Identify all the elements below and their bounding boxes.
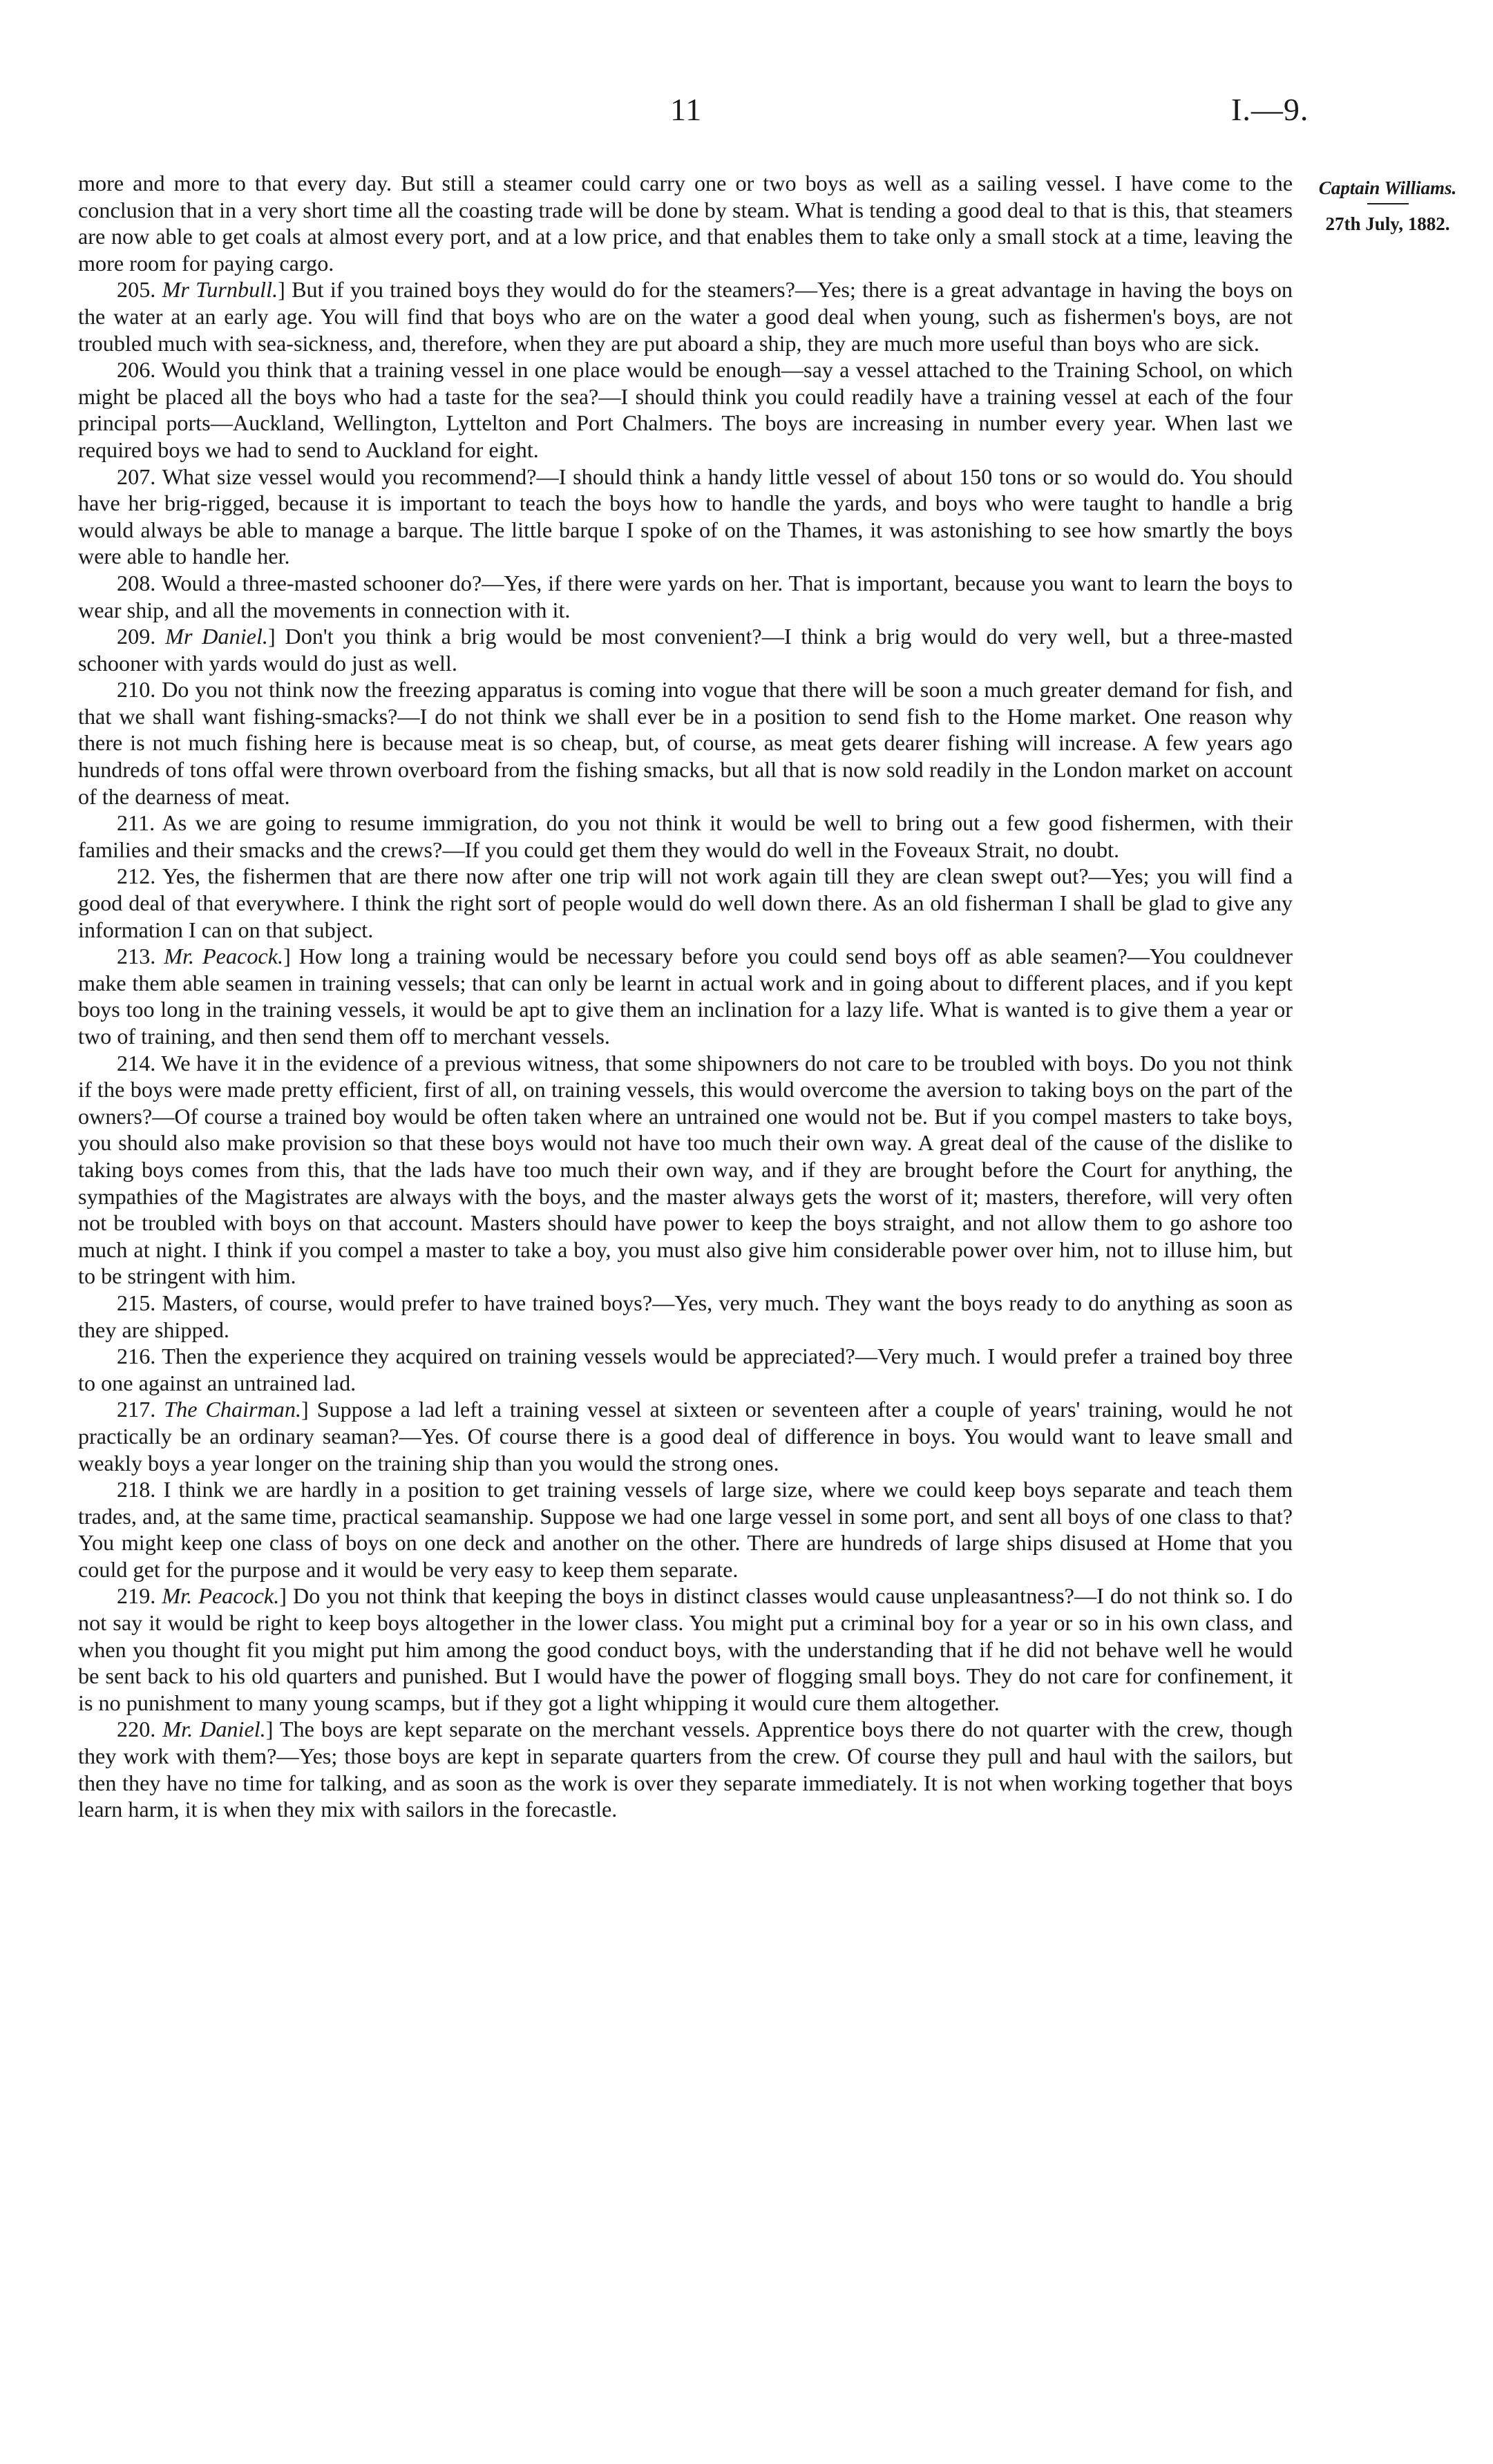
question-205 <box>78 276 1293 356</box>
question-number: 206. <box>117 357 156 383</box>
question-209 <box>78 623 1293 676</box>
paragraph-text: I think we are hardly in a position to get training vessels of large size, where we could keep boys separate and teach them trades, and, at the same time, practical seamanship. Suppose we had one large vessel in some port, and sent all boys of one class to that? You might keep one class of boys on one deck and another on the other. There are hundreds of large ships disused at Home that you could get for the purpose and it would be very easy to keep them separate. <box>78 1477 1293 1582</box>
speaker-name: Mr Daniel. <box>165 624 268 649</box>
question-number: 210. <box>117 677 156 703</box>
question-212 <box>78 863 1293 943</box>
question-210 <box>78 676 1293 810</box>
question-number: 205. <box>117 277 156 303</box>
speaker-name: Mr. Daniel. <box>162 1717 266 1742</box>
question-number: 211. <box>117 810 155 836</box>
paragraph-continuation <box>78 170 1293 276</box>
question-number: 216. <box>117 1344 156 1369</box>
question-214 <box>78 1050 1293 1290</box>
paragraph-text: As we are going to resume immigration, do you not think it would be well to bring out a few good fishermen, with their families and their smacks and the crews?—If you could get them they would do well in the Foveaux Strait, no doubt. <box>78 810 1293 862</box>
question-219 <box>78 1583 1293 1716</box>
question-220 <box>78 1716 1293 1822</box>
question-number: 218. <box>117 1477 156 1502</box>
paragraph-text: more and more to that every day. But still a steamer could carry one or two boys as well as a sailing vessel. I have come to the conclusion that in a very short time all the coasting trade will be done by steam. What is tending a good deal to that is this, that steamers are now able to get coals at almost every port, and at a low price, and that enables them to take only a small stock at a time, leaving the more room for paying cargo. <box>78 171 1293 276</box>
question-number: 220. <box>117 1717 156 1742</box>
question-number: 215. <box>117 1290 156 1315</box>
paragraph-text: Would a three-masted schooner do?—Yes, if there were yards on her. That is important, because you want to learn the boys to wear ship, and all the movements in connection with it. <box>78 570 1293 622</box>
question-213 <box>78 943 1293 1049</box>
question-number: 213. <box>117 944 156 969</box>
paper-reference: I.—9. <box>1231 92 1309 127</box>
question-number: 207. <box>117 464 156 489</box>
paragraph-text: ] But if you trained boys they would do for the steamers?—Yes; there is a great advantage in having the boys on the water at an early age. You will find that boys who are on the water a good deal when young, such as fishermen's boys, are not troubled much with sea-sickness, and, therefore, when they are put aboard a ship, they are much more useful than boys who are sick. <box>78 277 1293 356</box>
witness-name: Captain Williams. <box>1318 178 1457 198</box>
speaker-name: Mr Turnbull. <box>162 277 278 303</box>
paragraph-text: ] The boys are kept separate on the merchant vessels. Apprentice boys there do not quarter with the crew, though they work with them?—Yes; those boys are kept in separate quarters from the crew. Of course they pull and haul with the sailors, but then they have no time for talking, and as soon as the work is over they separate immediately. It is not when working together that boys learn harm, it is when they mix with sailors in the forecastle. <box>78 1717 1293 1822</box>
speaker-name: Mr. Peacock. <box>164 944 284 969</box>
paragraph-text: Masters, of course, would prefer to have trained boys?—Yes, very much. They want the boys ready to do anything as soon as they are shipped. <box>78 1290 1293 1342</box>
paragraph-text: Then the experience they acquired on training vessels would be appreciated?—Very much. I would prefer a trained boy three to one against an untrained lad. <box>78 1344 1293 1395</box>
question-number: 219. <box>117 1583 156 1609</box>
question-206 <box>78 356 1293 463</box>
question-number: 208. <box>117 570 156 595</box>
speaker-name: Mr. Peacock. <box>162 1583 280 1609</box>
paragraph-text: We have it in the evidence of a previous witness, that some shipowners do not care to be troubled with boys. Do you not think if the boys were made pretty efficient, first of all, on training vessels, this would overcome the aversion to taking boys on the part of the owners?—Of course a trained boy would be often taken where an untrained one would not be. But if you compel masters to take boys, you should also make provision so that these boys would not have too much their own way. A great deal of the cause of the dislike to taking boys comes from this, that the lads have too much their own way, and if they are brought before the Court for anything, the sympathies of the Magistrates are always with the boys, and the master always gets the worst of it; masters, therefore, will very often not be troubled with boys on that account. Masters should have power to keep the boys straight, and not allow them to go ashore too much at night. I think if you compel a master to take a boy, you must also give him considerable power over him, not to illuse him, but to be stringent with him. <box>78 1050 1293 1289</box>
sidenote-divider <box>1367 203 1409 204</box>
witness-sidenote <box>1296 177 1479 236</box>
speaker-name: The Chairman. <box>164 1397 301 1422</box>
question-215 <box>78 1290 1293 1343</box>
paragraph-text: ] Do you not think that keeping the boys in distinct classes would cause unpleasantness?—I do not think so. I do not say it would be right to keep boys altogether in the lower class. You might put a criminal boy for a year or so in his own class, and when you thought fit you might put him among the good conduct boys, with the understanding that if he did not behave well he would be sent back to his old quarters and punished. But I would have the power of flogging small boys. They do not care for confinement, it is no punishment to many young scamps, but if they got a light whipping it would cure them altogether. <box>78 1583 1293 1715</box>
paragraph-text: Do you not think now the freezing apparatus is coming into vogue that there will be soon a much greater demand for fish, and that we shall want fishing-smacks?—I do not think we shall ever be in a position to send fish to the Home market. One reason why there is not much fishing here is because meat is so cheap, but, of course, as meat gets dearer fishing will increase. A few years ago hundreds of tons offal were thrown overboard from the fishing smacks, but all that is now sold readily in the London market on account of the dearness of meat. <box>78 677 1293 809</box>
question-207 <box>78 464 1293 570</box>
paragraph-text: Would you think that a training vessel in one place would be enough—say a vessel attached to the Training School, on which might be placed all the boys who had a taste for the sea?—I should think you could readily have a training vessel at each of the four principal ports—Auckland, Wellington, Lyttelton and Port Chalmers. The boys are increasing in number every year. When last we required boys we had to send to Auckland for eight. <box>78 357 1293 462</box>
paragraph-text: ] Suppose a lad left a training vessel at sixteen or seventeen after a couple of years' training, would he not practically be an ordinary seaman?—Yes. Of course there is a good deal of difference in boys. You would want to leave small and weakly boys a year longer on the training ship than you would the strong ones. <box>78 1397 1293 1475</box>
paragraph-text: What size vessel would you recommend?—I should think a handy little vessel of about 150 tons or so would do. You should have her brig-rigged, because it is important to teach the boys how to handle the yards, and boys who were taught to handle a brig would always be able to manage a barque. The little barque I spoke of on the Thames, it was astonishing to see how smartly the boys were able to handle her. <box>78 464 1293 569</box>
question-number: 209. <box>117 624 156 649</box>
question-217 <box>78 1396 1293 1476</box>
paragraph-text: Yes, the fishermen that are there now after one trip will not work again till they are clean swept out?—Yes; you will find a good deal of that everywhere. I think the right sort of people would do well down there. As an old fisherman I shall be glad to give any information I can on that subject. <box>78 863 1293 942</box>
question-211 <box>78 810 1293 863</box>
question-208 <box>78 570 1293 623</box>
evidence-date: 27th July, 1882. <box>1325 213 1450 234</box>
question-number: 217. <box>117 1397 156 1422</box>
question-number: 214. <box>117 1050 156 1076</box>
question-number: 212. <box>117 863 156 889</box>
question-216 <box>78 1343 1293 1396</box>
page-number: 11 <box>670 92 703 127</box>
paragraph-text: ] Don't you think a brig would be most convenient?—I think a brig would do very well, but a three-masted schooner with yards would do just as well. <box>78 624 1293 676</box>
paragraph-text: ] How long a training would be necessary before you could send boys off as able seamen?—You couldnever make them able seamen in training vessels; that can only be learnt in actual work and in going about to different places, and if you kept boys too long in the training vessels, it would be apt to give them an inclination for a lazy life. What is wanted is to give them a year or two of training, and then send them off to merchant vessels. <box>78 944 1293 1049</box>
evidence-body <box>78 170 1293 1823</box>
question-218 <box>78 1476 1293 1583</box>
